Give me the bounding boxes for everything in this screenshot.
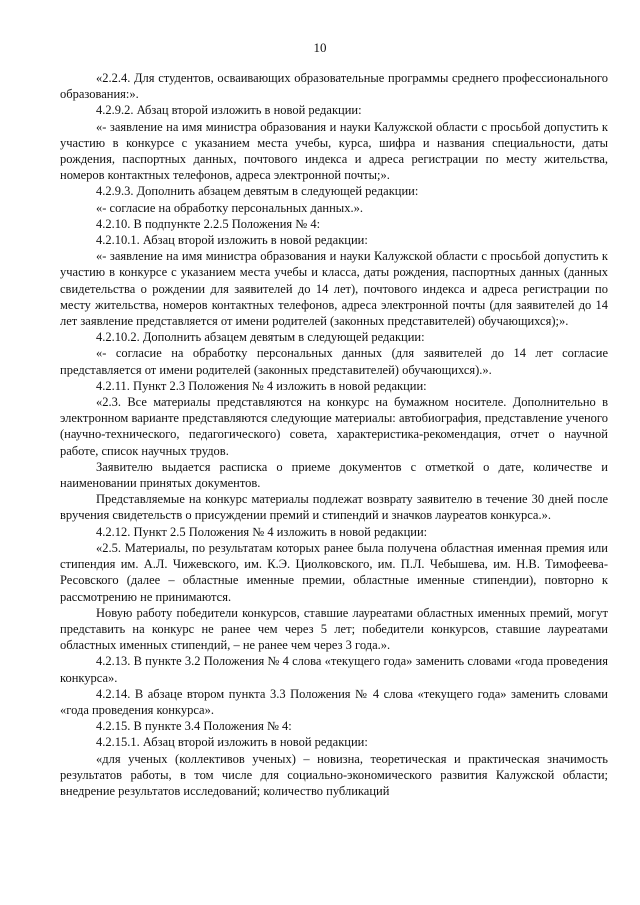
paragraph: 4.2.15. В пункте 3.4 Положения № 4: <box>96 719 292 734</box>
paragraph: «- заявление на имя министра образования и науки Калужской области с просьбой допустить к участию в конкурсе с указанием места учебы и класса, даты рождения, паспортных данных (данных свидетельства о рождении для заявителей до 14 лет), почтового индекса и адреса регистрации по месту жительства, номеров контактных телефонов, адреса электронной почты (для заявителей до 14 лет заявление представляется от имени родителей (законных представителей) обучающихся);». <box>60 249 608 329</box>
paragraph: 4.2.14. В абзаце втором пункта 3.3 Положения № 4 слова «текущего года» заменить словами «года проведения конкурса». <box>60 686 608 717</box>
document-body <box>60 70 608 799</box>
paragraph: «2.5. Материалы, по результатам которых ранее была получена областная именная премия или стипендия им. А.Л. Чижевского, им. К.Э. Циолковского, им. П.Л. Чебышева, им. Н.В. Тимофеева-Ресовского (далее – областные именные премии, областные именные стипендии), повторно к рассмотрению не принимаются. <box>60 540 608 604</box>
paragraph: «2.2.4. Для студентов, осваивающих образовательные программы среднего профессионального образования:». <box>60 71 608 102</box>
paragraph: 4.2.11. Пункт 2.3 Положения № 4 изложить в новой редакции: <box>96 378 427 393</box>
paragraph: Заявителю выдается расписка о приеме документов с отметкой о дате, количестве и наименовании принятых документов. <box>60 459 608 491</box>
paragraph: 4.2.10.1. Абзац второй изложить в новой редакции: <box>96 233 368 248</box>
paragraph: «- согласие на обработку персональных данных (для заявителей до 14 лет согласие представляется от имени родителей (законных представителей) обучающихся).». <box>60 346 608 377</box>
paragraph: 4.2.15.1. Абзац второй изложить в новой редакции: <box>96 735 368 750</box>
paragraph: 4.2.12. Пункт 2.5 Положения № 4 изложить в новой редакции: <box>96 524 428 539</box>
paragraph: 4.2.13. В пункте 3.2 Положения № 4 слова «текущего года» заменить словами «года проведения конкурса». <box>60 654 608 685</box>
paragraph: 4.2.10.2. Дополнить абзацем девятым в следующей редакции: <box>96 330 425 345</box>
paragraph: «для ученых (коллективов ученых) – новизна, теоретическая и практическая значимость результатов работы, в том числе для социально-экономического развития Калужской области; внедрение результатов исследований; количество публикаций <box>60 751 608 798</box>
paragraph: Представляемые на конкурс материалы подлежат возврату заявителю в течение 30 дней после вручения свидетельств о присуждении премий и стипендий и значков лауреатов конкурса.». <box>60 492 608 523</box>
page-number: 10 <box>313 40 327 55</box>
paragraph: «- согласие на обработку персональных данных.». <box>96 200 363 215</box>
paragraph: 4.2.9.2. Абзац второй изложить в новой редакции: <box>96 103 362 118</box>
paragraph: «2.3. Все материалы представляются на конкурс на бумажном носителе. Дополнительно в электронном варианте представляются следующие материалы: автобиография, представление ученого (научно-технического, педагогического) совета, характеристика-рекомендация, отчет о научной работе, список научных трудов. <box>60 395 608 458</box>
paragraph: Новую работу победители конкурсов, ставшие лауреатами областных именных премий, могут представить на конкурс не ранее чем через 5 лет; победители конкурсов, ставшие лауреатами областных именных стипендий, – не ранее чем через 3 года.». <box>60 605 608 653</box>
paragraph: «- заявление на имя министра образования и науки Калужской области с просьбой допустить к участию в конкурсе с указанием места учебы, курса, шифра и названия специальности, даты рождения, паспортных данных, почтового индекса и адреса регистрации по месту жительства, номеров контактных телефонов, адреса электронной почты;». <box>60 119 608 183</box>
paragraph: 4.2.9.3. Дополнить абзацем девятым в следующей редакции: <box>96 184 419 199</box>
paragraph: 4.2.10. В подпункте 2.2.5 Положения № 4: <box>96 216 321 231</box>
